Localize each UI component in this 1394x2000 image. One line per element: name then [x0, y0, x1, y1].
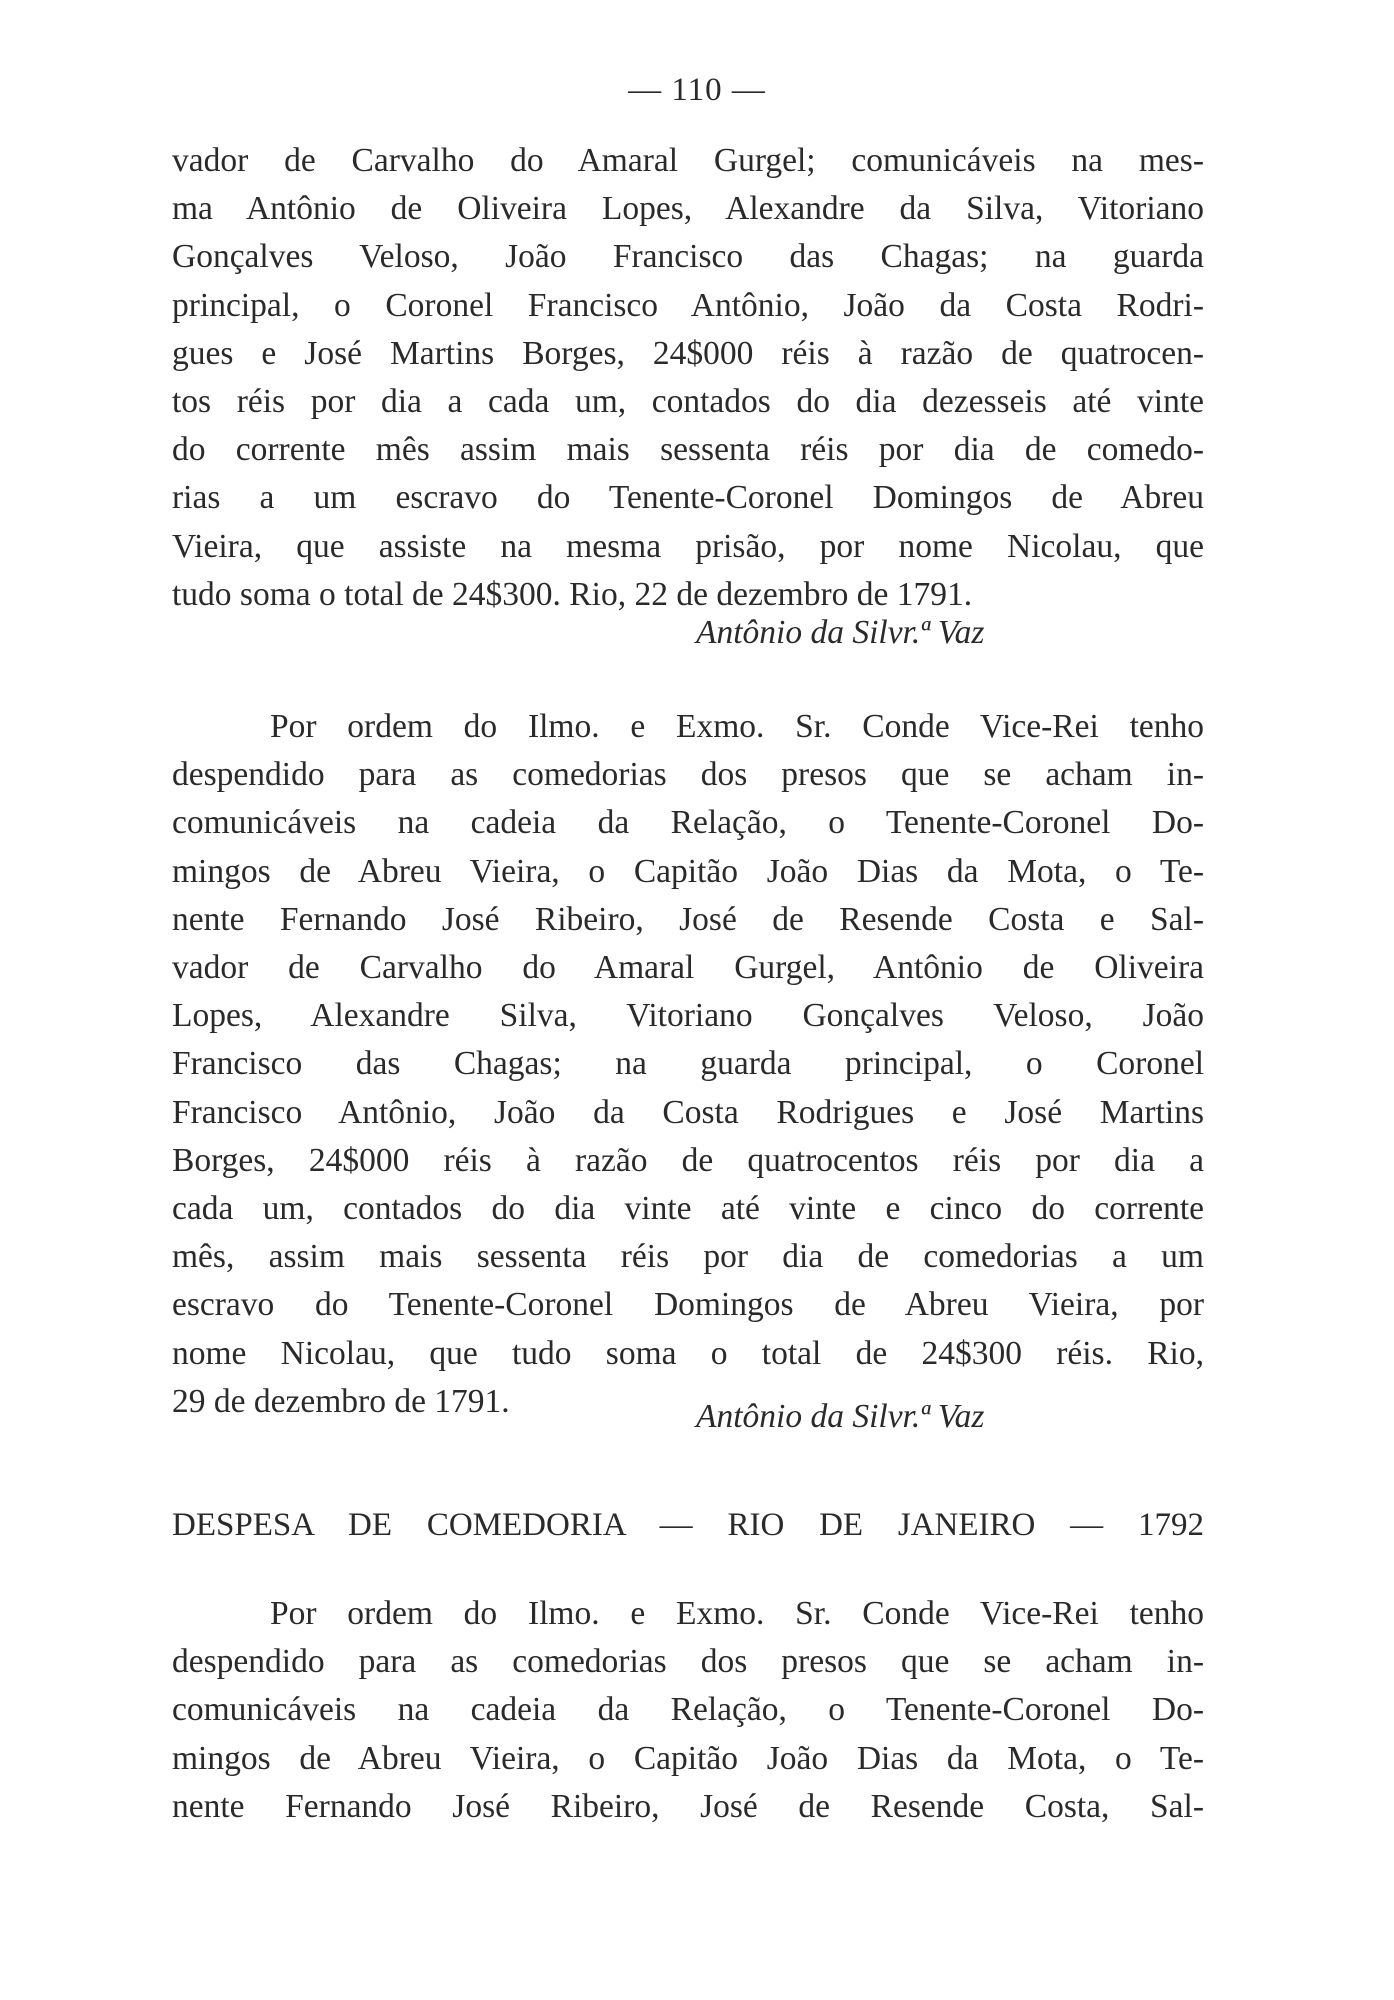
text-line: principal, o Coronel Francisco Antônio, João da Costa Rodri- — [172, 286, 1204, 324]
page-number: — 110 — — [628, 72, 766, 108]
text-line: mês, assim mais sessenta réis por dia de comedorias a um — [172, 1238, 1204, 1276]
text-line: tos réis por dia a cada um, contados do dia dezesseis até vinte — [172, 383, 1204, 421]
text-line: mingos de Abreu Vieira, o Capitão João Dias da Mota, o Te- — [172, 1739, 1204, 1777]
text-line: escravo do Tenente-Coronel Domingos de Abreu Vieira, por — [172, 1286, 1204, 1324]
text-line: cada um, contados do dia vinte até vinte e cinco do corrente — [172, 1190, 1204, 1228]
text-line: Lopes, Alexandre Silva, Vitoriano Gonçalves Veloso, João — [172, 997, 1204, 1035]
paragraph-entry — [172, 703, 1204, 1426]
text-line: do corrente mês assim mais sessenta réis por dia de comedo- — [172, 431, 1204, 469]
text-line: comunicáveis na cadeia da Relação, o Tenente-Coronel Do- — [172, 804, 1204, 842]
text-line: 29 de dezembro de 1791. — [172, 1382, 510, 1420]
text-line: ma Antônio de Oliveira Lopes, Alexandre da Silva, Vitoriano — [172, 190, 1204, 228]
text-line: despendido para as comedorias dos presos que se acham in- — [172, 756, 1204, 794]
text-line: Francisco das Chagas; na guarda principal, o Coronel — [172, 1045, 1204, 1083]
paragraph-continuation — [172, 137, 1204, 619]
text-line: tudo soma o total de 24$300. Rio, 22 de dezembro de 1791. — [172, 575, 973, 613]
text-line: rias a um escravo do Tenente-Coronel Domingos de Abreu — [172, 479, 1204, 517]
text-line: nome Nicolau, que tudo soma o total de 24$300 réis. Rio, — [172, 1334, 1204, 1372]
text-line: Por ordem do Ilmo. e Exmo. Sr. Conde Vice-Rei tenho — [270, 708, 1204, 745]
text-line: Borges, 24$000 réis à razão de quatrocentos réis por dia a — [172, 1141, 1204, 1179]
text-line: comunicáveis na cadeia da Relação, o Tenente-Coronel Do- — [172, 1691, 1204, 1729]
text-line: vador de Carvalho do Amaral Gurgel, Antônio de Oliveira — [172, 949, 1204, 987]
text-line: nente Fernando José Ribeiro, José de Resende Costa e Sal- — [172, 900, 1204, 938]
section-heading: DESPESA DE COMEDORIA — RIO DE JANEIRO — 1792 — [172, 1507, 1204, 1543]
text-line: despendido para as comedorias dos presos que se acham in- — [172, 1643, 1204, 1681]
text-line: Vieira, que assiste na mesma prisão, por nome Nicolau, que — [172, 527, 1204, 565]
text-line: mingos de Abreu Vieira, o Capitão João Dias da Mota, o Te- — [172, 852, 1204, 890]
text-line: Por ordem do Ilmo. e Exmo. Sr. Conde Vice-Rei tenho — [270, 1595, 1204, 1632]
text-line: gues e José Martins Borges, 24$000 réis à razão de quatrocen- — [172, 334, 1204, 372]
signature-text: Antônio da Silvr.ª Vaz — [696, 1398, 985, 1435]
paragraph-entry — [172, 1590, 1204, 1831]
text-line: vador de Carvalho do Amaral Gurgel; comunicáveis na mes- — [172, 142, 1204, 179]
signature-text: Antônio da Silvr.ª Vaz — [696, 614, 985, 651]
text-line: Gonçalves Veloso, João Francisco das Chagas; na guarda — [172, 238, 1204, 276]
text-line: nente Fernando José Ribeiro, José de Resende Costa, Sal- — [172, 1787, 1204, 1825]
text-line: Francisco Antônio, João da Costa Rodrigues e José Martins — [172, 1093, 1204, 1131]
